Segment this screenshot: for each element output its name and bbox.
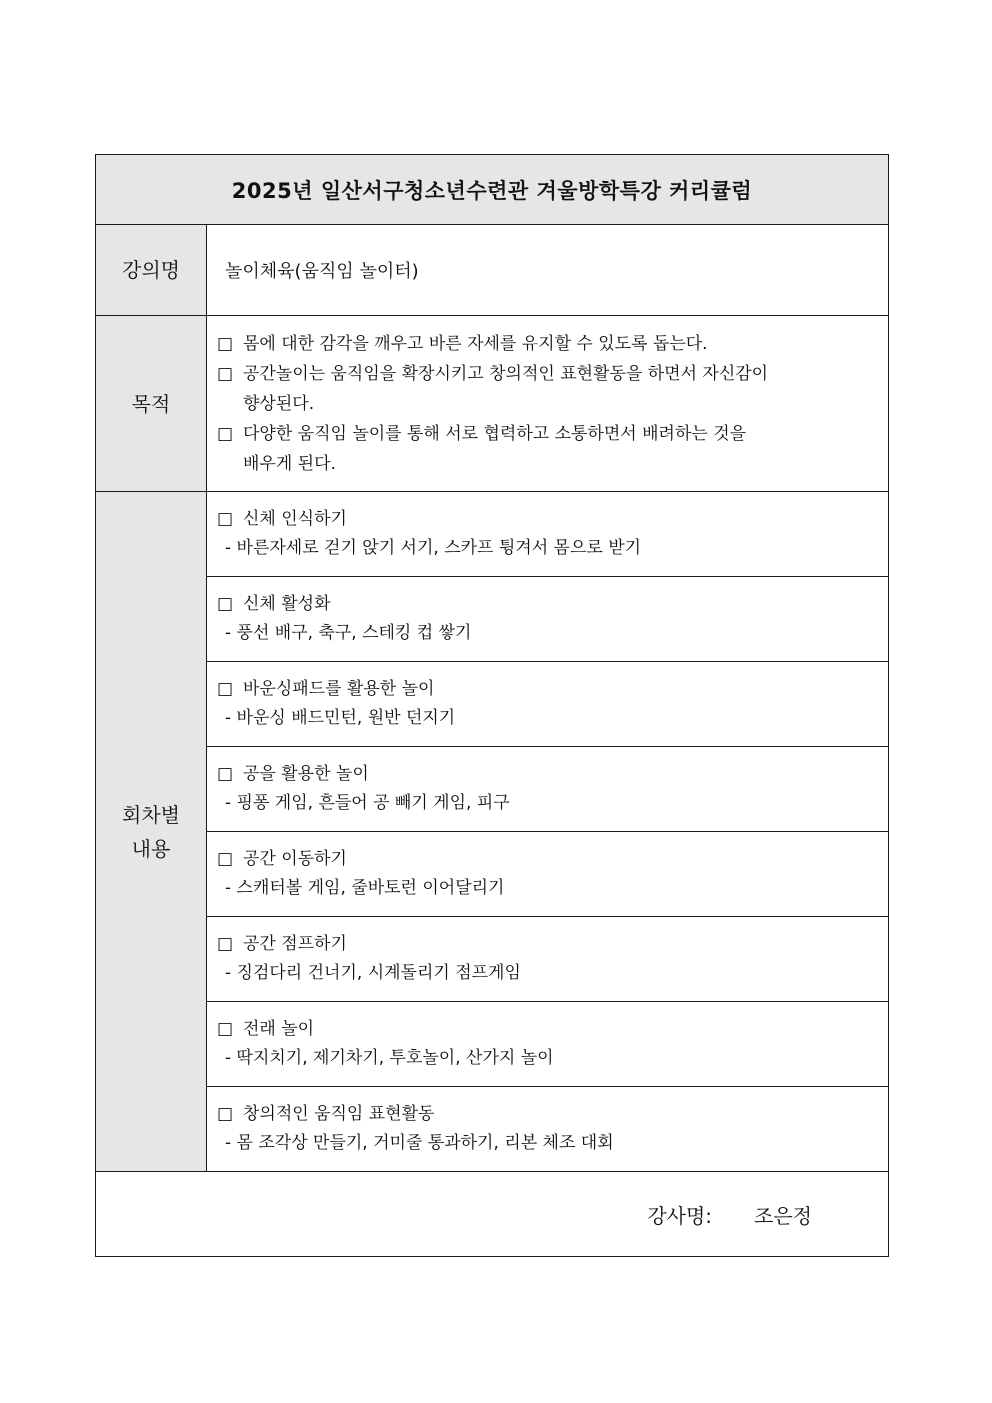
session-item [207, 577, 889, 662]
purpose-text: 다양한 움직임 놀이를 통해 서로 협력하고 소통하면서 배려하는 것을 [243, 423, 747, 444]
checkbox-icon: □ [217, 764, 234, 784]
checkbox-icon: □ [217, 849, 234, 869]
sessions-label-line: 회차별 [122, 802, 180, 827]
sessions-label [96, 492, 207, 1172]
purpose-list [207, 316, 889, 492]
session-title: 공간 점프하기 [243, 934, 347, 954]
purpose-text: 몸에 대한 감각을 깨우고 바른 자세를 유지할 수 있도록 돕는다. [243, 333, 708, 354]
document-title: 2025년 일산서구청소년수련관 겨울방학특강 커리큘럼 [96, 155, 889, 225]
session-title: 전래 놀이 [243, 1019, 315, 1039]
purpose-text: 배우게 된다. [243, 453, 336, 474]
checkbox-icon: □ [217, 1104, 234, 1124]
checkbox-icon: □ [217, 1019, 234, 1039]
checkbox-icon: □ [217, 594, 234, 614]
session-detail: - 딱지치기, 제기차기, 투호놀이, 산가지 놀이 [225, 1048, 554, 1068]
session-item [207, 832, 889, 917]
session-detail: - 징검다리 건너기, 시계돌리기 점프게임 [225, 963, 521, 983]
purpose-item [217, 419, 876, 479]
purpose-label: 목적 [96, 316, 207, 492]
session-detail: - 핑퐁 게임, 흔들어 공 빼기 게임, 피구 [225, 793, 510, 813]
session-detail: - 몸 조각상 만들기, 거미줄 통과하기, 리본 체조 대회 [225, 1133, 614, 1153]
session-item [207, 1087, 889, 1172]
checkbox-icon: □ [217, 333, 234, 354]
session-title: 바운싱패드를 활용한 놀이 [243, 679, 435, 699]
session-title: 창의적인 움직임 표현활동 [243, 1104, 435, 1124]
instructor-row [96, 1172, 889, 1257]
instructor-name: 조은정 [754, 1203, 812, 1228]
session-item [207, 662, 889, 747]
session-detail: - 스캐터볼 게임, 줄바토런 이어달리기 [225, 878, 505, 898]
session-item [207, 747, 889, 832]
checkbox-icon: □ [217, 509, 234, 529]
session-title: 신체 활성화 [243, 594, 331, 614]
session-title: 신체 인식하기 [243, 509, 347, 529]
purpose-text: 향상된다. [243, 393, 315, 414]
course-label: 강의명 [96, 225, 207, 316]
session-detail: - 풍선 배구, 축구, 스테킹 컵 쌓기 [225, 623, 472, 643]
session-item [207, 1002, 889, 1087]
purpose-text: 공간놀이는 움직임을 확장시키고 창의적인 표현활동을 하면서 자신감이 [243, 363, 769, 384]
course-name: 놀이체육(움직임 놀이터) [207, 225, 889, 316]
instructor-label: 강사명: [647, 1203, 713, 1228]
curriculum-table [95, 154, 889, 1257]
checkbox-icon: □ [217, 363, 234, 384]
session-title: 공을 활용한 놀이 [243, 764, 369, 784]
checkbox-icon: □ [217, 679, 234, 699]
sessions-label-line: 내용 [131, 836, 171, 861]
session-detail: - 바른자세로 걷기 앉기 서기, 스카프 튕겨서 몸으로 받기 [225, 538, 642, 558]
session-title: 공간 이동하기 [243, 849, 347, 869]
purpose-item [217, 359, 876, 419]
session-detail: - 바운싱 배드민턴, 원반 던지기 [225, 708, 456, 728]
checkbox-icon: □ [217, 934, 234, 954]
checkbox-icon: □ [217, 423, 234, 444]
purpose-item [217, 329, 876, 359]
session-item [207, 917, 889, 1002]
session-item [207, 492, 889, 577]
